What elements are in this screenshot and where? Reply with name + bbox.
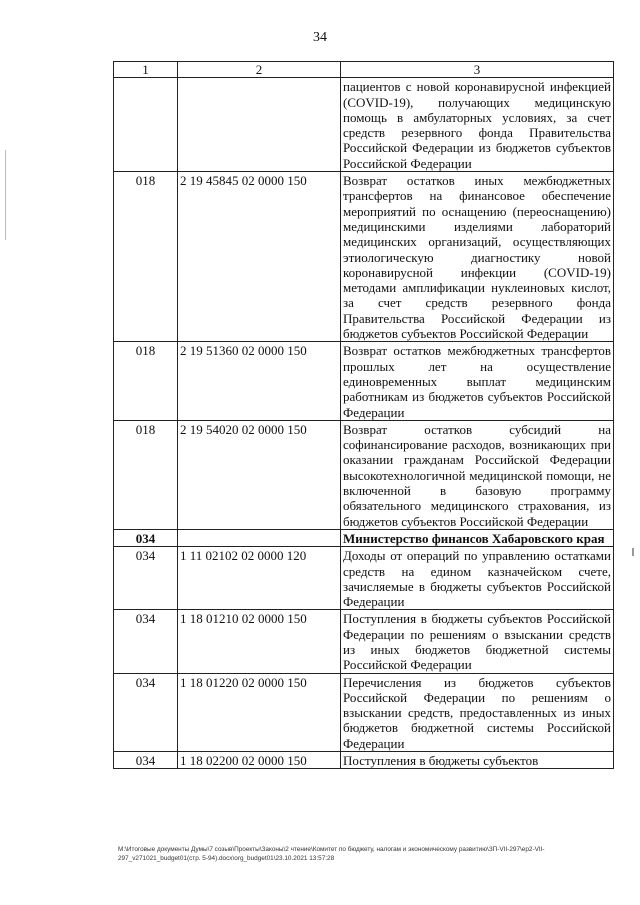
column-header-1: 1 [114,62,178,78]
table-row [114,342,614,420]
budget-classification-code: 2 19 54020 02 0000 150 [178,420,341,529]
table-row [114,420,614,529]
column-header-2: 2 [178,62,341,78]
administrator-code: 018 [114,420,178,529]
table-row [114,172,614,342]
table-row [114,673,614,751]
administrator-code: 034 [114,673,178,751]
table-row [114,547,614,610]
administrator-code: 034 [114,610,178,673]
scan-edge-mark [632,548,634,556]
footer-path-line-2: 297_v271021_budget01(стр. 5-94).docx\org_budget01\23.10.2021 13:57:28 [118,855,335,862]
file-path-footer [118,845,618,863]
budget-codes-table [113,61,614,769]
administrator-heading-row [114,529,614,546]
budget-classification-code: 1 11 02102 02 0000 120 [178,547,341,610]
administrator-name: Министерство финансов Хабаровского края [341,529,614,546]
budget-classification-code: 1 18 01220 02 0000 150 [178,673,341,751]
revenue-description: пациентов с новой коронавирусной инфекцией (COVID-19), получающих медицинскую помощь в амбулаторных условиях, за счет средств резервного фонда Правительства Российской Федерации из бюджетов субъектов Российской Федерации [341,78,614,172]
scan-margin-mark [5,150,6,240]
revenue-description: Возврат остатков межбюджетных трансфертов прошлых лет на осуществление единовременных выплат медицинским работникам из бюджетов субъектов Российской Федерации [341,342,614,420]
revenue-description: Возврат остатков иных межбюджетных трансфертов на финансовое обеспечение мероприятий по оснащению (переоснащению) медицинскими изделиями лабораторий медицинских организаций, осуществляющих этиологическую диагностику новой коронавирусной инфекции (COVID-19) методами амплификации нуклеиновых кислот, за счет средств резервного фонда Правительства Российской Федерации из бюджетов субъектов Российской Федерации [341,172,614,342]
administrator-code: 018 [114,342,178,420]
budget-classification-code [178,78,341,172]
page-number: 34 [313,30,327,45]
revenue-description: Поступления в бюджеты субъектов Российской Федерации по решениям о взыскании средств из иных бюджетов бюджетной системы Российской Федерации [341,610,614,673]
administrator-code: 018 [114,172,178,342]
revenue-description: Доходы от операций по управлению остатками средств на едином казначейском счете, зачисляемые в бюджеты субъектов Российской Федерации [341,547,614,610]
revenue-description: Поступления в бюджеты субъектов [341,752,614,769]
budget-classification-code: 1 18 02200 02 0000 150 [178,752,341,769]
administrator-code: 034 [114,752,178,769]
budget-classification-code: 2 19 45845 02 0000 150 [178,172,341,342]
revenue-description: Перечисления из бюджетов субъектов Российской Федерации по решениям о взыскании средств, предоставленных из иных бюджетов бюджетной системы Российской Федерации [341,673,614,751]
table-row [114,78,614,172]
administrator-code [114,78,178,172]
column-header-3: 3 [341,62,614,78]
footer-path-line-1: M:\Итоговые документы Думы\7 созыв\Проекты\Законы\2 чтение\Комитет по бюджету, налогам и экономическому развитию\ЗП-VII-297\ер2-VII- [118,846,545,853]
budget-classification-code: 2 19 51360 02 0000 150 [178,342,341,420]
administrator-code: 034 [114,529,178,546]
table-header-row [114,62,614,78]
table-row [114,610,614,673]
table-row [114,752,614,769]
budget-classification-code: 1 18 01210 02 0000 150 [178,610,341,673]
administrator-code: 034 [114,547,178,610]
revenue-description: Возврат остатков субсидий на софинансирование расходов, возникающих при оказании гражданам Российской Федерации высокотехнологичной медицинской помощи, не включенной в базовую программу обязательного медицинского страхования, из бюджетов субъектов Российской Федерации [341,420,614,529]
budget-classification-code [178,529,341,546]
